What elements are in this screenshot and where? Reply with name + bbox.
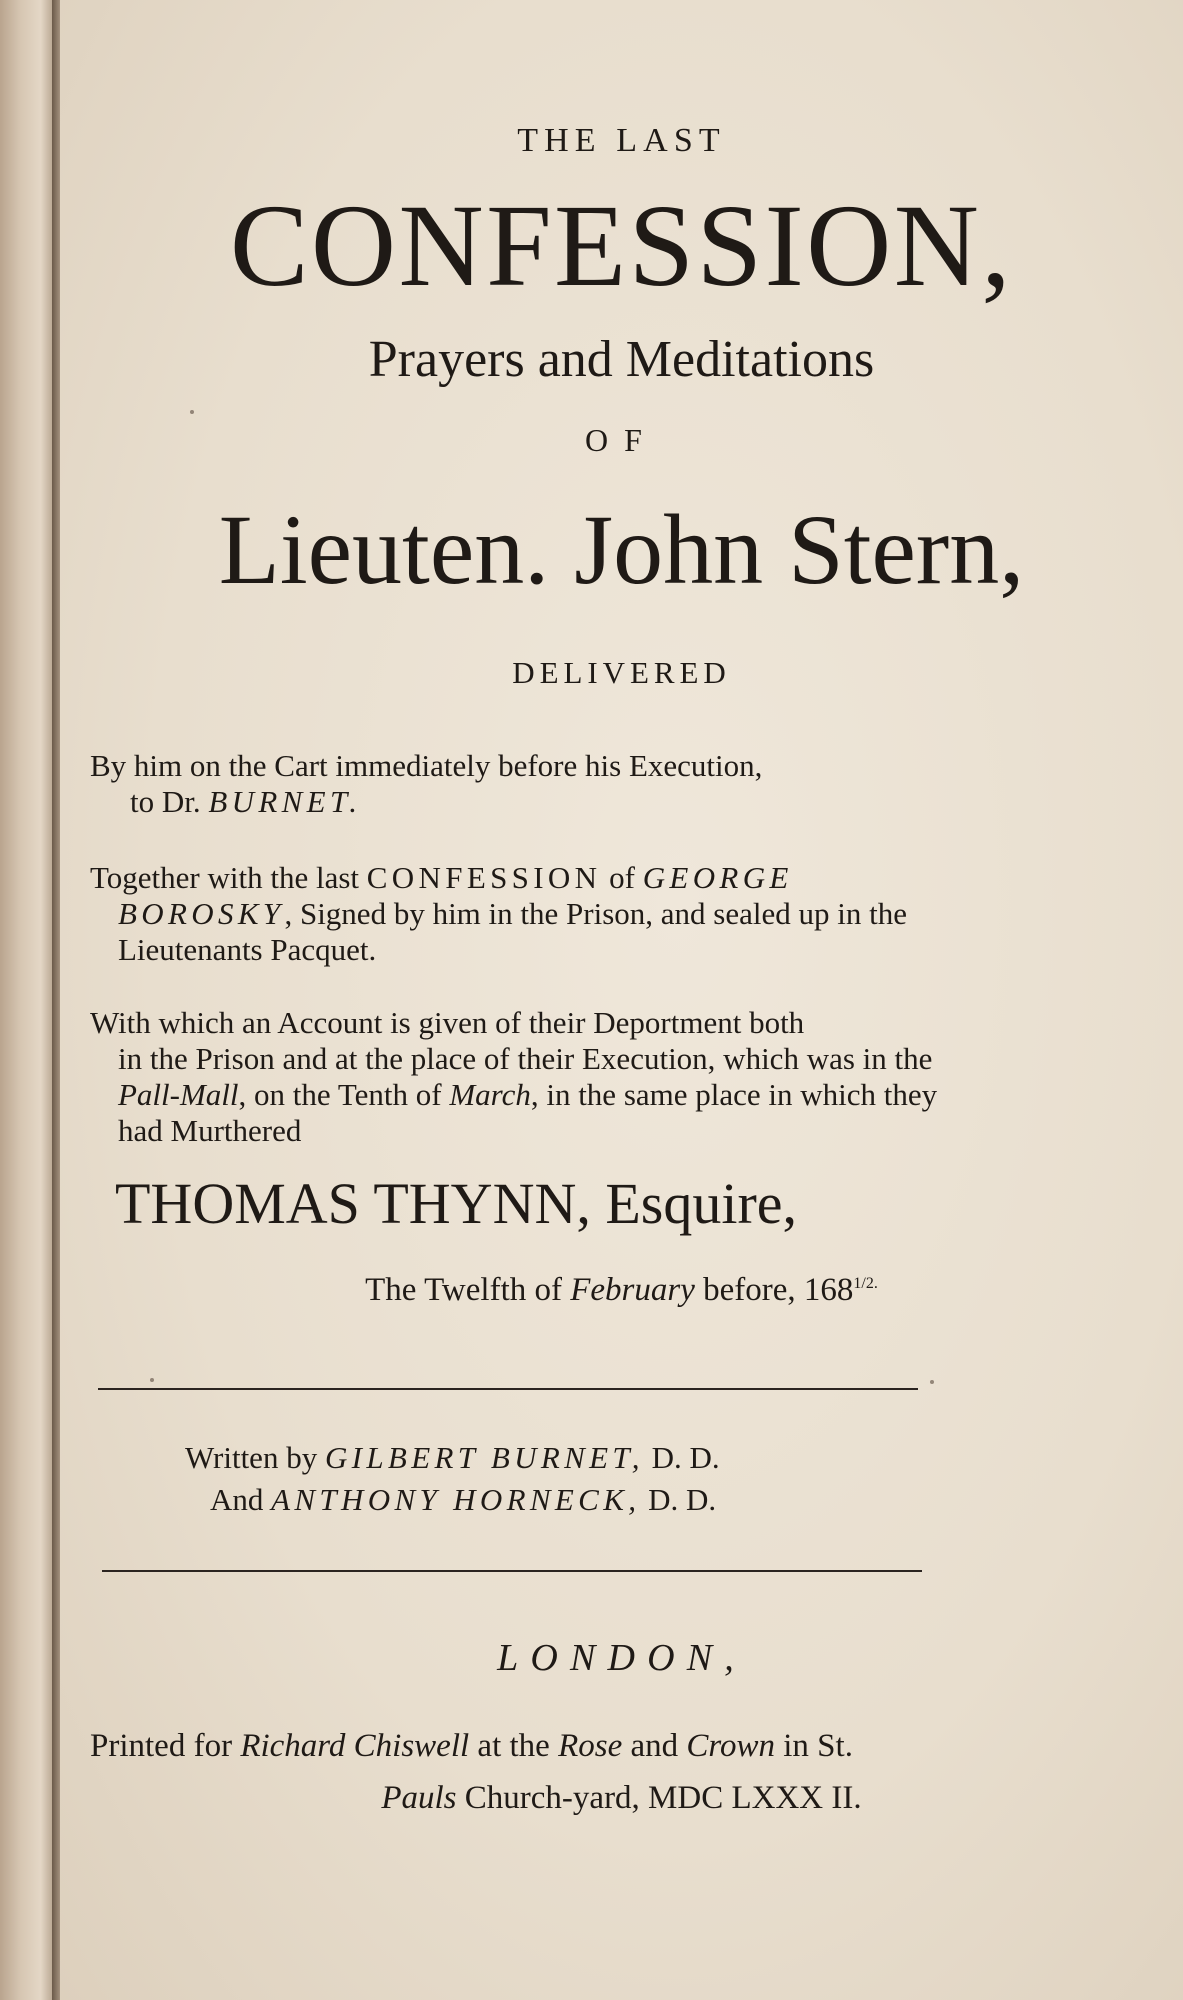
horizontal-rule	[102, 1570, 922, 1572]
text-run: and	[622, 1728, 687, 1764]
italic-name: BOROSKY	[118, 896, 285, 931]
year-fraction: 1/2.	[853, 1275, 878, 1292]
italic-name: Rose	[558, 1728, 623, 1764]
text-run: Printed for	[90, 1728, 241, 1764]
italic-name: ANTHONY HORNECK,	[271, 1482, 641, 1517]
text-run: D. D.	[640, 1482, 717, 1517]
horizontal-rule	[98, 1388, 918, 1390]
text-run: , in the same place in which they	[530, 1077, 938, 1112]
text-run: Lieutenants Pacquet.	[118, 932, 377, 967]
italic-name: Pauls	[381, 1780, 457, 1816]
title-page	[60, 0, 1183, 2000]
paragraph-delivered-by	[90, 748, 990, 820]
text-run: , on the Tenth of	[238, 1077, 450, 1112]
authors-line-2	[210, 1482, 716, 1518]
paragraph-continuation	[90, 896, 990, 968]
text-run: had Murthered	[118, 1113, 302, 1148]
text-run: D. D.	[643, 1440, 720, 1475]
text-run: Church-yard, MDC LXXX II.	[456, 1780, 862, 1816]
text-run: The Twelfth of	[365, 1272, 571, 1308]
text-run: in the Prison and at the place of their Execution, which was in the	[118, 1041, 933, 1076]
heading-the-last: THE LAST	[517, 122, 726, 159]
paragraph-line	[90, 784, 990, 820]
text-run: before, 168	[694, 1272, 854, 1308]
text-run: in St.	[775, 1728, 853, 1764]
date-line	[60, 1272, 1183, 1309]
italic-month: March	[449, 1077, 531, 1112]
italic-place: Pall-Mall	[118, 1077, 239, 1112]
italic-name: Crown	[686, 1728, 776, 1764]
paragraph-together-with	[90, 860, 990, 968]
caps-word: CONFESSION	[366, 860, 602, 895]
paragraph-account	[90, 1005, 990, 1149]
imprint-printer	[90, 1728, 853, 1765]
heading-prayers-meditations: Prayers and Meditations	[368, 331, 875, 388]
text-run: of	[601, 860, 643, 895]
heading-thomas-thynn: THOMAS THYNN, Esquire,	[115, 1171, 798, 1236]
imprint-address	[60, 1780, 1183, 1817]
italic-month: February	[570, 1272, 695, 1308]
heading-confession: CONFESSION,	[229, 180, 1014, 311]
italic-name: Richard Chiswell	[240, 1728, 470, 1764]
italic-name: GEORGE	[642, 860, 793, 895]
paper-speck	[150, 1378, 154, 1382]
text-run: And	[210, 1482, 272, 1517]
text-run: Written by	[185, 1440, 325, 1475]
text-run: to Dr.	[130, 784, 209, 819]
text-run: , Signed by him in the Prison, and sealed up in the	[284, 896, 907, 931]
text-run: With which an Account is given of their Deportment both	[90, 1005, 805, 1040]
italic-name: GILBERT BURNET,	[324, 1440, 644, 1475]
authors-line-1	[185, 1440, 720, 1476]
heading-delivered: DELIVERED	[512, 655, 731, 690]
heading-of: OF	[585, 422, 658, 458]
book-spine-edge	[0, 0, 58, 2000]
paragraph-continuation	[90, 1041, 990, 1149]
italic-name: BURNET.	[208, 784, 362, 819]
paragraph-line: By him on the Cart immediately before his Execution,	[90, 748, 763, 783]
heading-subject-name: Lieuten. John Stern,	[218, 494, 1025, 605]
text-run: at the	[469, 1728, 559, 1764]
imprint-place: LONDON,	[497, 1637, 746, 1679]
text-run: Together with the last	[90, 860, 367, 895]
paper-speck	[190, 410, 194, 414]
paper-speck	[930, 1380, 934, 1384]
